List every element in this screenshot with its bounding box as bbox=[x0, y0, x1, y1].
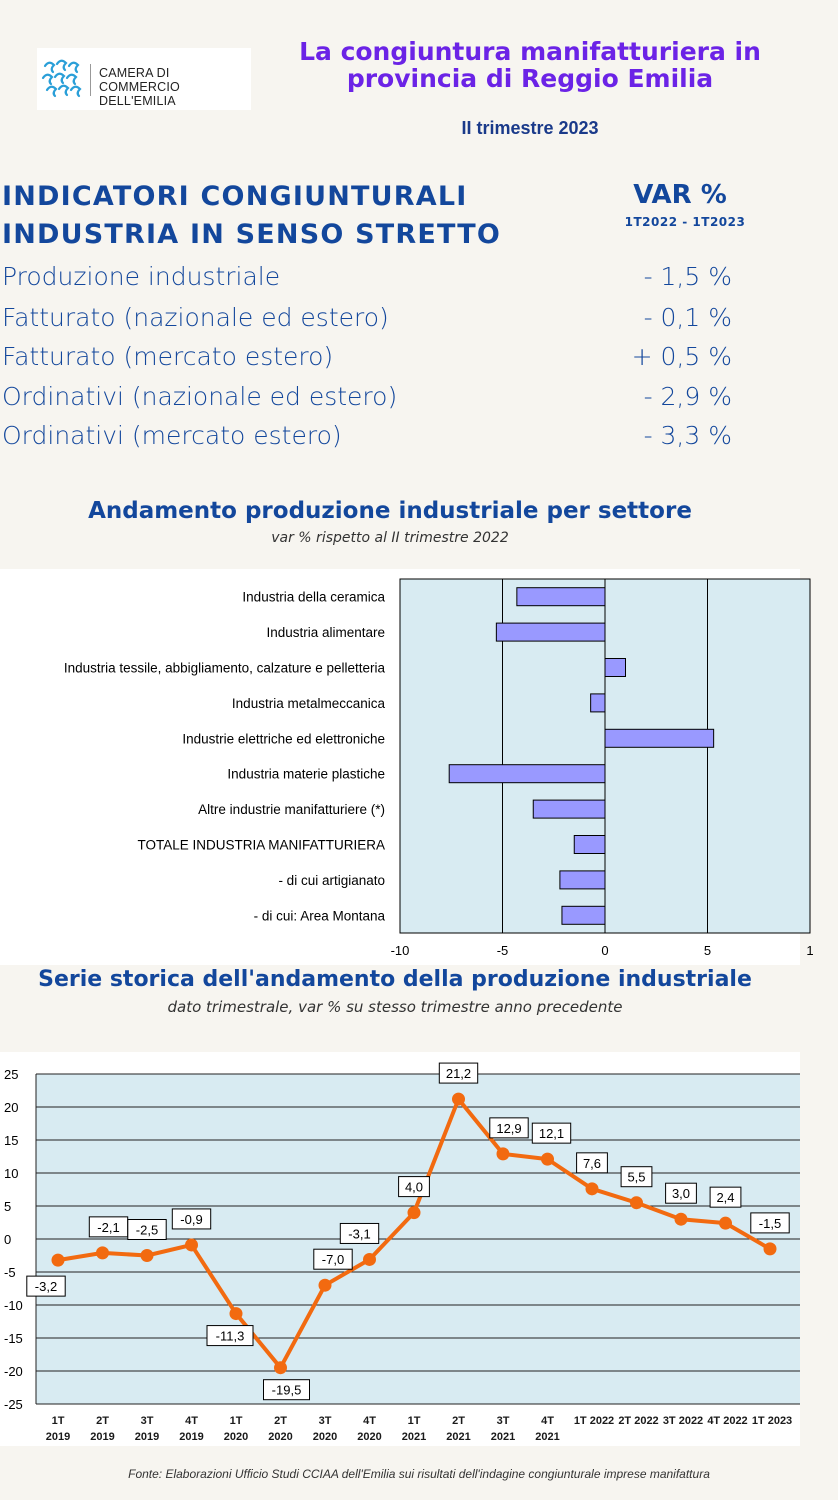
x-tick-label: 2019 bbox=[179, 1431, 204, 1443]
indicator-row bbox=[2, 303, 762, 341]
category-label: Industria metalmeccanica bbox=[231, 695, 385, 711]
indicators-heading-line2: INDUSTRIA IN SENSO STRETTO bbox=[2, 219, 502, 250]
indicator-row bbox=[2, 382, 762, 420]
data-point bbox=[719, 1217, 732, 1230]
x-tick-label: 2021 bbox=[535, 1431, 560, 1443]
data-label: 3,0 bbox=[671, 1186, 691, 1202]
data-label: -0,9 bbox=[180, 1211, 203, 1227]
logo-text-line2: DELL'EMILIA bbox=[99, 94, 176, 108]
category-label: Industrie elettriche ed elettroniche bbox=[182, 731, 385, 747]
data-label: -11,3 bbox=[215, 1328, 245, 1344]
x-tick-label: 4T 2022 bbox=[707, 1415, 748, 1427]
indicator-row bbox=[2, 262, 762, 300]
data-point bbox=[141, 1249, 154, 1262]
data-label: -7,0 bbox=[321, 1252, 345, 1268]
data-label: -19,5 bbox=[271, 1382, 302, 1398]
indicator-row bbox=[2, 342, 762, 380]
bar bbox=[533, 800, 605, 818]
category-label: Altre industrie manifatturiere (*) bbox=[198, 802, 385, 818]
indicator-label: Fatturato (mercato estero) bbox=[2, 342, 334, 371]
category-label: Industria materie plastiche bbox=[227, 766, 385, 782]
y-tick-label: 15 bbox=[4, 1133, 19, 1148]
y-tick-label: -25 bbox=[4, 1397, 23, 1412]
x-tick-label: 1T 2023 bbox=[751, 1415, 793, 1427]
x-tick-label: 4T bbox=[541, 1415, 554, 1427]
x-tick-label: 2T bbox=[452, 1415, 465, 1427]
x-tick-label: 0 bbox=[601, 943, 609, 958]
x-tick-label: 2019 bbox=[134, 1431, 160, 1443]
x-tick-label: 2020 bbox=[357, 1431, 382, 1443]
series-chart-subtitle: dato trimestrale, var % su stesso trimestre anno precedente bbox=[167, 998, 623, 1016]
bar bbox=[574, 836, 605, 854]
x-tick-label: 1T bbox=[407, 1415, 421, 1427]
x-tick-label: 2021 bbox=[490, 1431, 516, 1443]
data-point bbox=[52, 1254, 65, 1267]
series-line-chart bbox=[0, 1052, 800, 1446]
y-tick-label: 0 bbox=[4, 1232, 12, 1247]
x-tick-label: 1T bbox=[229, 1415, 243, 1427]
data-point bbox=[185, 1238, 198, 1251]
data-label: -2,1 bbox=[97, 1219, 120, 1235]
x-tick-label: 2T bbox=[96, 1415, 109, 1427]
x-tick-label: 1 bbox=[806, 943, 814, 958]
y-tick-label: -20 bbox=[4, 1364, 23, 1379]
sector-chart-subtitle: var % rispetto al II trimestre 2022 bbox=[271, 530, 509, 546]
y-tick-label: 5 bbox=[4, 1199, 12, 1214]
logo-divider bbox=[90, 64, 91, 96]
data-label: -3,1 bbox=[348, 1226, 371, 1242]
bar bbox=[605, 659, 626, 677]
indicator-value: - 0,1 % bbox=[643, 303, 732, 332]
x-tick-label: -5 bbox=[496, 943, 509, 958]
var-period: 1T2022 - 1T2023 bbox=[624, 215, 746, 229]
page-title bbox=[270, 38, 790, 92]
x-tick-label: 3T bbox=[140, 1415, 154, 1427]
var-heading: VAR % bbox=[633, 180, 727, 210]
category-label: TOTALE INDUSTRIA MANIFATTURIERA bbox=[137, 837, 385, 853]
indicator-value: - 3,3 % bbox=[643, 421, 732, 450]
indicator-label: Ordinativi (nazionale ed estero) bbox=[2, 382, 398, 411]
data-label: 4,0 bbox=[404, 1179, 424, 1195]
y-tick-label: 20 bbox=[4, 1100, 19, 1115]
x-tick-label: 2019 bbox=[90, 1431, 115, 1443]
data-point bbox=[541, 1153, 554, 1166]
data-point bbox=[274, 1361, 287, 1374]
data-label: 21,2 bbox=[445, 1066, 472, 1082]
logo-text-line1: CAMERA DI COMMERCIO bbox=[99, 66, 180, 94]
data-point bbox=[408, 1206, 421, 1219]
category-label: Industria alimentare bbox=[266, 625, 385, 641]
sector-bar-chart-svg bbox=[0, 569, 814, 965]
x-tick-label: 2019 bbox=[45, 1431, 71, 1443]
series-chart-title: Serie storica dell'andamento della produzione industriale bbox=[38, 967, 752, 992]
page-title-line1: La congiuntura manifatturiera in bbox=[299, 37, 761, 66]
indicators-heading-line1: INDICATORI CONGIUNTURALI bbox=[2, 181, 468, 212]
data-label: 12,1 bbox=[538, 1126, 565, 1142]
sector-chart-title: Andamento produzione industriale per settore bbox=[88, 498, 692, 524]
category-label: Industria della ceramica bbox=[242, 589, 385, 605]
x-tick-label: 4T bbox=[185, 1415, 198, 1427]
bar bbox=[517, 588, 605, 606]
y-tick-label: -10 bbox=[4, 1298, 23, 1313]
x-tick-label: 1T bbox=[51, 1415, 65, 1427]
series-line-chart-svg bbox=[0, 1052, 800, 1446]
indicator-label: Ordinativi (mercato estero) bbox=[2, 421, 342, 450]
bar bbox=[560, 871, 605, 889]
x-tick-label: 2020 bbox=[223, 1431, 249, 1443]
data-label: -1,5 bbox=[758, 1215, 782, 1231]
indicator-value: - 2,9 % bbox=[643, 382, 732, 411]
y-tick-label: 10 bbox=[4, 1166, 19, 1181]
category-label: Industria tessile, abbigliamento, calzature e pelletteria bbox=[63, 660, 385, 676]
logo bbox=[37, 48, 251, 110]
bar bbox=[496, 623, 605, 641]
data-point bbox=[319, 1279, 332, 1292]
data-label: -3,2 bbox=[34, 1279, 58, 1295]
x-tick-label: 2021 bbox=[446, 1431, 471, 1443]
x-tick-label: 3T bbox=[318, 1415, 332, 1427]
data-label: -2,5 bbox=[135, 1222, 159, 1238]
data-point bbox=[230, 1307, 243, 1320]
x-tick-label: 4T bbox=[363, 1415, 376, 1427]
data-point bbox=[675, 1213, 688, 1226]
x-tick-label: 1T 2022 bbox=[573, 1415, 615, 1427]
indicator-value: + 0,5 % bbox=[631, 342, 732, 371]
bar bbox=[605, 729, 714, 747]
x-tick-label: 2T bbox=[274, 1415, 287, 1427]
data-point bbox=[586, 1182, 599, 1195]
logo-mark-icon bbox=[37, 56, 89, 102]
x-tick-label: -10 bbox=[390, 943, 410, 958]
indicator-label: Produzione industriale bbox=[2, 262, 281, 291]
data-point bbox=[363, 1253, 376, 1266]
indicators-heading bbox=[2, 178, 501, 254]
x-tick-label: 2020 bbox=[312, 1431, 338, 1443]
category-label: - di cui: Area Montana bbox=[253, 908, 385, 924]
data-label: 5,5 bbox=[627, 1169, 646, 1185]
x-tick-label: 2020 bbox=[268, 1431, 293, 1443]
indicator-value: - 1,5 % bbox=[643, 262, 732, 291]
sector-bar-chart bbox=[0, 569, 814, 965]
data-point bbox=[630, 1196, 643, 1209]
bar bbox=[591, 694, 605, 712]
data-label: 12,9 bbox=[496, 1120, 522, 1136]
x-tick-label: 3T bbox=[496, 1415, 510, 1427]
data-point bbox=[96, 1246, 109, 1259]
page-title-line2: provincia di Reggio Emilia bbox=[346, 64, 714, 93]
y-tick-label: -5 bbox=[4, 1265, 16, 1280]
x-tick-label: 2021 bbox=[401, 1431, 427, 1443]
indicator-label: Fatturato (nazionale ed estero) bbox=[2, 303, 389, 332]
category-label: - di cui artigianato bbox=[278, 872, 385, 888]
data-label: 2,4 bbox=[716, 1190, 735, 1206]
data-point bbox=[497, 1147, 510, 1160]
data-point bbox=[452, 1093, 465, 1106]
logo-text bbox=[99, 66, 251, 108]
x-tick-label: 3T 2022 bbox=[662, 1415, 704, 1427]
bar bbox=[449, 765, 605, 783]
bar bbox=[562, 906, 605, 924]
data-label: 7,6 bbox=[582, 1155, 602, 1171]
y-tick-label: -15 bbox=[4, 1331, 23, 1346]
y-tick-label: 25 bbox=[4, 1067, 19, 1082]
source-note: Fonte: Elaborazioni Ufficio Studi CCIAA dell'Emilia sui risultati dell'indagine congiunturale imprese manifattura bbox=[128, 1467, 710, 1481]
indicator-row bbox=[2, 421, 762, 459]
x-tick-label: 2T 2022 bbox=[618, 1415, 659, 1427]
period-label: II trimestre 2023 bbox=[461, 118, 599, 138]
x-tick-label: 5 bbox=[703, 943, 712, 958]
data-point bbox=[764, 1242, 777, 1255]
